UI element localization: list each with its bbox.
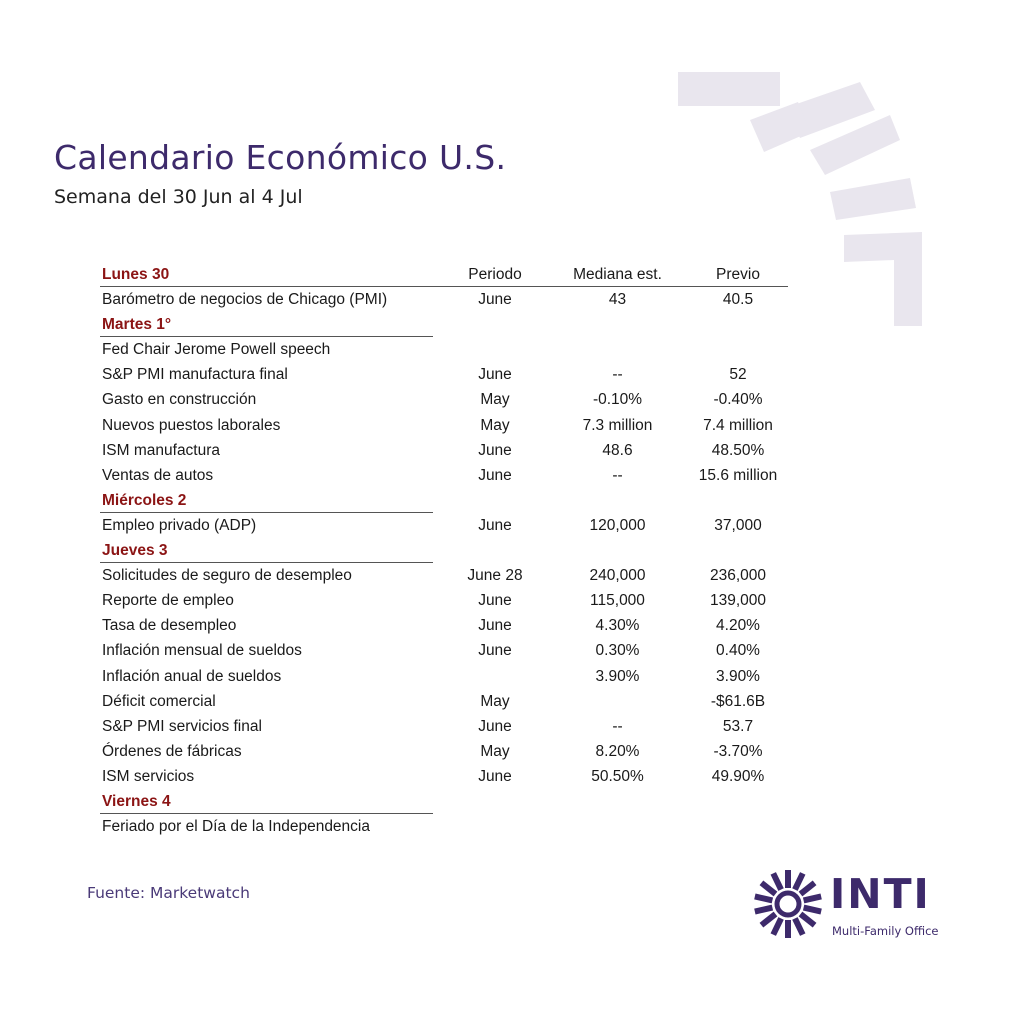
- event-row: [100, 337, 790, 362]
- event-name: Feriado por el Día de la Independencia: [102, 818, 370, 836]
- event-row: [100, 463, 790, 488]
- event-row: [100, 814, 790, 839]
- event-name: Reporte de empleo: [102, 592, 234, 610]
- event-name: Fed Chair Jerome Powell speech: [102, 341, 331, 359]
- event-previous: -0.40%: [713, 391, 763, 409]
- event-median: 8.20%: [595, 742, 640, 760]
- event-median: --: [612, 366, 623, 384]
- event-previous: -$61.6B: [710, 692, 766, 710]
- logo-tagline: Multi-Family Office: [832, 924, 939, 938]
- logo-wordmark: INTI: [830, 870, 931, 918]
- day-header-row: [100, 789, 790, 814]
- event-row: [100, 764, 790, 789]
- event-previous: 4.20%: [716, 617, 760, 635]
- event-median: --: [612, 717, 623, 735]
- event-name: Inflación anual de sueldos: [102, 667, 282, 685]
- column-header-period: Periodo: [468, 266, 522, 283]
- event-previous: 15.6 million: [698, 466, 778, 484]
- event-row: [100, 689, 790, 714]
- day-header-row: [100, 538, 790, 563]
- event-previous: 37,000: [714, 516, 762, 534]
- event-name: Barómetro de negocios de Chicago (PMI): [102, 291, 388, 309]
- event-period: June: [478, 617, 512, 635]
- event-period: June: [478, 466, 512, 484]
- event-period: June 28: [467, 567, 523, 585]
- day-label: Miércoles 2: [102, 491, 187, 509]
- event-previous: 49.90%: [711, 767, 765, 785]
- event-previous: -3.70%: [713, 742, 763, 760]
- event-median: 120,000: [589, 516, 646, 534]
- event-row: [100, 714, 790, 739]
- sun-logo-icon: [752, 868, 824, 940]
- event-name: Gasto en construcción: [102, 391, 257, 409]
- event-name: Órdenes de fábricas: [102, 742, 242, 760]
- event-median: 4.30%: [595, 617, 640, 635]
- event-row: [100, 513, 790, 538]
- event-previous: 139,000: [709, 592, 767, 610]
- day-header-row: [100, 262, 790, 287]
- event-period: June: [478, 366, 512, 384]
- page-subtitle: Semana del 30 Jun al 4 Jul: [54, 186, 303, 208]
- event-period: May: [480, 391, 510, 409]
- event-median: 7.3 million: [582, 416, 653, 434]
- event-name: Ventas de autos: [102, 466, 214, 484]
- event-row: [100, 413, 790, 438]
- event-median: 3.90%: [595, 667, 640, 685]
- event-previous: 40.5: [722, 291, 754, 309]
- event-median: -0.10%: [592, 391, 643, 409]
- event-period: June: [478, 717, 512, 735]
- day-label: Jueves 3: [102, 542, 168, 560]
- source-note: Fuente: Marketwatch: [87, 884, 250, 902]
- event-period: May: [480, 742, 510, 760]
- event-row: [100, 613, 790, 638]
- day-label: Martes 1°: [102, 316, 172, 334]
- event-period: June: [478, 767, 512, 785]
- column-header-median: Mediana est.: [573, 266, 662, 283]
- event-period: May: [480, 692, 510, 710]
- event-name: S&P PMI servicios final: [102, 717, 262, 735]
- event-name: Solicitudes de seguro de desempleo: [102, 567, 352, 585]
- event-period: June: [478, 516, 512, 534]
- event-period: June: [478, 291, 512, 309]
- event-previous: 0.40%: [716, 642, 760, 660]
- event-previous: 52: [729, 366, 747, 384]
- inti-logo: [752, 866, 962, 942]
- day-header-row: [100, 488, 790, 513]
- event-median: 0.30%: [595, 642, 640, 660]
- event-previous: 236,000: [709, 567, 767, 585]
- event-name: ISM servicios: [102, 767, 195, 785]
- event-row: [100, 638, 790, 663]
- event-row: [100, 362, 790, 387]
- event-name: ISM manufactura: [102, 441, 221, 459]
- event-row: [100, 563, 790, 588]
- event-previous: 48.50%: [711, 441, 765, 459]
- column-header-previous: Previo: [716, 266, 760, 283]
- event-row: [100, 438, 790, 463]
- event-median: 48.6: [602, 441, 633, 459]
- event-name: S&P PMI manufactura final: [102, 366, 288, 384]
- event-row: [100, 588, 790, 613]
- event-median: 115,000: [590, 592, 645, 610]
- event-period: June: [478, 441, 512, 459]
- event-median: 240,000: [589, 567, 646, 585]
- event-name: Inflación mensual de sueldos: [102, 642, 302, 660]
- event-period: May: [480, 416, 510, 434]
- event-name: Déficit comercial: [102, 692, 216, 710]
- event-previous: 7.4 million: [703, 416, 773, 434]
- event-previous: 53.7: [722, 717, 754, 735]
- event-median: 43: [608, 291, 627, 309]
- page-title: Calendario Económico U.S.: [54, 138, 507, 177]
- day-header-row: [100, 312, 790, 337]
- event-row: [100, 739, 790, 764]
- economic-calendar-table: [100, 262, 790, 839]
- event-previous: 3.90%: [716, 667, 760, 685]
- event-row: [100, 287, 790, 312]
- day-label: Viernes 4: [102, 792, 171, 810]
- event-median: 50.50%: [591, 767, 644, 785]
- event-row: [100, 664, 790, 689]
- event-median: --: [612, 466, 623, 484]
- event-period: June: [478, 642, 512, 660]
- event-period: June: [478, 592, 512, 610]
- event-name: Empleo privado (ADP): [102, 516, 257, 534]
- event-name: Nuevos puestos laborales: [102, 416, 281, 434]
- day-label: Lunes 30: [102, 266, 170, 283]
- event-name: Tasa de desempleo: [102, 617, 237, 635]
- event-row: [100, 387, 790, 412]
